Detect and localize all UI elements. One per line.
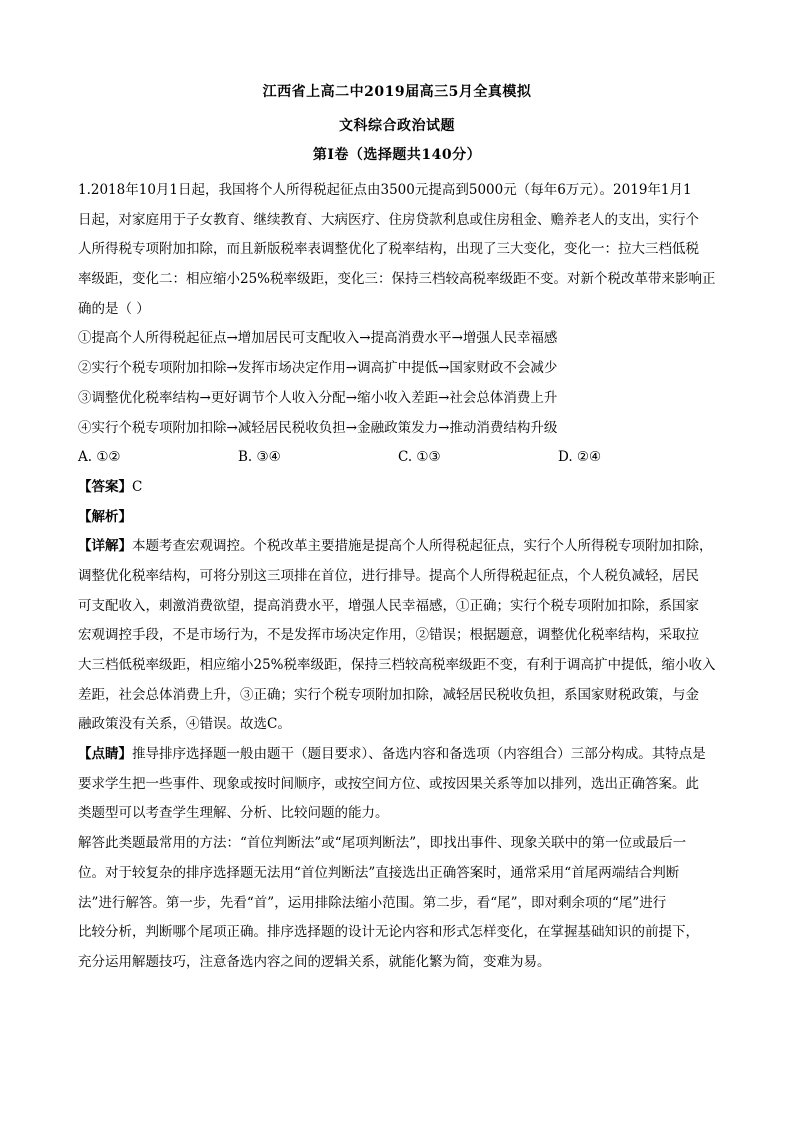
detail-line: 差距，社会总体消费上升，③正确；实行个税专项附加扣除，减轻居民税收负担，系国家财税政策，与金 bbox=[78, 686, 699, 703]
tips-line: 充分运用解题技巧，注意备选内容之间的逻辑关系，就能化繁为简，变难为易。 bbox=[78, 953, 551, 970]
question-stem-line: 确的是（ ） bbox=[78, 300, 150, 317]
question-item: ②实行个税专项附加扣除→发挥市场决定作用→调高扩中提低→国家财政不会减少 bbox=[78, 360, 558, 377]
question-item: ④实行个税专项附加扣除→减轻居民税收负担→金融政策发力→推动消费结构升级 bbox=[78, 419, 558, 436]
document-title: 江西省上高二中2019届高三5月全真模拟 bbox=[262, 84, 532, 100]
option-b: B. ③④ bbox=[238, 449, 281, 466]
option-d: D. ②④ bbox=[558, 449, 602, 466]
tips-line: 法”进行解答。第一步，先看“首”，运用排除法缩小范围。第二步，看“尾”，即对剩余项的“尾”进行 bbox=[78, 894, 667, 911]
analysis-label: 【解析】 bbox=[78, 508, 132, 525]
tips-label: 【点睛】 bbox=[78, 746, 132, 763]
answer-value: C bbox=[132, 478, 143, 495]
answer-line bbox=[78, 473, 718, 503]
detail-line: 可支配收入，刺激消费欲望，提高消费水平，增强人民幸福感，①正确；实行个税专项附加扣除，系国家 bbox=[78, 597, 699, 614]
detail-line: 宏观调控手段，不是市场行为，不是发挥市场决定作用，②错误；根据题意，调整优化税率结构，采取拉 bbox=[78, 627, 699, 644]
detail-line: 融政策没有关系，④错误。故选C。 bbox=[78, 716, 291, 733]
question-stem-line: 人所得税专项附加扣除，而且新版税率表调整优化了税率结构，出现了三大变化，变化一：拉大三档低税 bbox=[78, 241, 699, 258]
question-stem-line: 率级距，变化二：相应缩小25%税率级距，变化三：保持三档较高税率级距不变。对新个税改革带来影响正 bbox=[78, 271, 716, 288]
question-stem-line: 日起，对家庭用于子女教育、继续教育、大病医疗、住房贷款利息或住房租金、赡养老人的支出，实行个 bbox=[78, 211, 699, 228]
analysis-line bbox=[78, 503, 718, 533]
tips-line: 解答此类题最常用的方法：“首位判断法”或“尾项判断法”，即找出事件、现象关联中的第一位或最后一 bbox=[78, 835, 687, 852]
tips-line: 要求学生把一些事件、现象或按时间顺序，或按空间方位、或按因果关系等加以排列，选出正确答案。此 bbox=[78, 775, 699, 792]
detail-label: 【详解】 bbox=[78, 538, 132, 555]
tips-line: 类题型可以考查学生理解、分析、比较问题的能力。 bbox=[78, 805, 389, 822]
tips-line bbox=[78, 740, 718, 770]
detail-line bbox=[78, 532, 718, 562]
document-subtitle: 文科综合政治试题 bbox=[339, 118, 455, 134]
section-heading: 第Ⅰ卷（选择题共140分） bbox=[312, 147, 482, 163]
tips-line: 位。对于较复杂的排序选择题无法用“首位判断法”直接选出正确答案时，通常采用“首尾两端结合判断 bbox=[78, 864, 680, 881]
question-item: ③调整优化税率结构→更好调节个人收入分配→缩小收入差距→社会总体消费上升 bbox=[78, 389, 558, 406]
detail-line: 大三档低税率级距，相应缩小25%税率级距，保持三档较高税率级距不变，有利于调高扩中提低，缩小收入 bbox=[78, 657, 716, 673]
option-a: A. ①② bbox=[78, 449, 121, 466]
question-stem-line: 1.2018年10月1日起，我国将个人所得税起征点由3500元提高到5000元（每年6万元）。2019年1月1 bbox=[78, 182, 692, 198]
detail-text: 本题考查宏观调控。个税改革主要措施是提高个人所得税起征点，实行个人所得税专项附加扣除， bbox=[132, 538, 713, 555]
tips-line: 比较分析，判断哪个尾项正确。排序选择题的设计无论内容和形式怎样变化，在掌握基础知识的前提下， bbox=[78, 924, 699, 941]
tips-text: 推导排序选择题一般由题干（题目要求）、备选内容和备选项（内容组合）三部分构成。其特点是 bbox=[132, 746, 706, 763]
answer-label: 【答案】 bbox=[78, 478, 132, 495]
question-item: ①提高个人所得税起征点→增加居民可支配收入→提高消费水平→增强人民幸福感 bbox=[78, 330, 558, 347]
question-content bbox=[78, 176, 718, 978]
option-c: C. ①③ bbox=[398, 449, 441, 466]
detail-line: 调整优化税率结构，可将分别这三项排在首位，进行排导。提高个人所得税起征点，个人税负减轻，居民 bbox=[78, 567, 699, 584]
answer-options bbox=[78, 443, 718, 473]
